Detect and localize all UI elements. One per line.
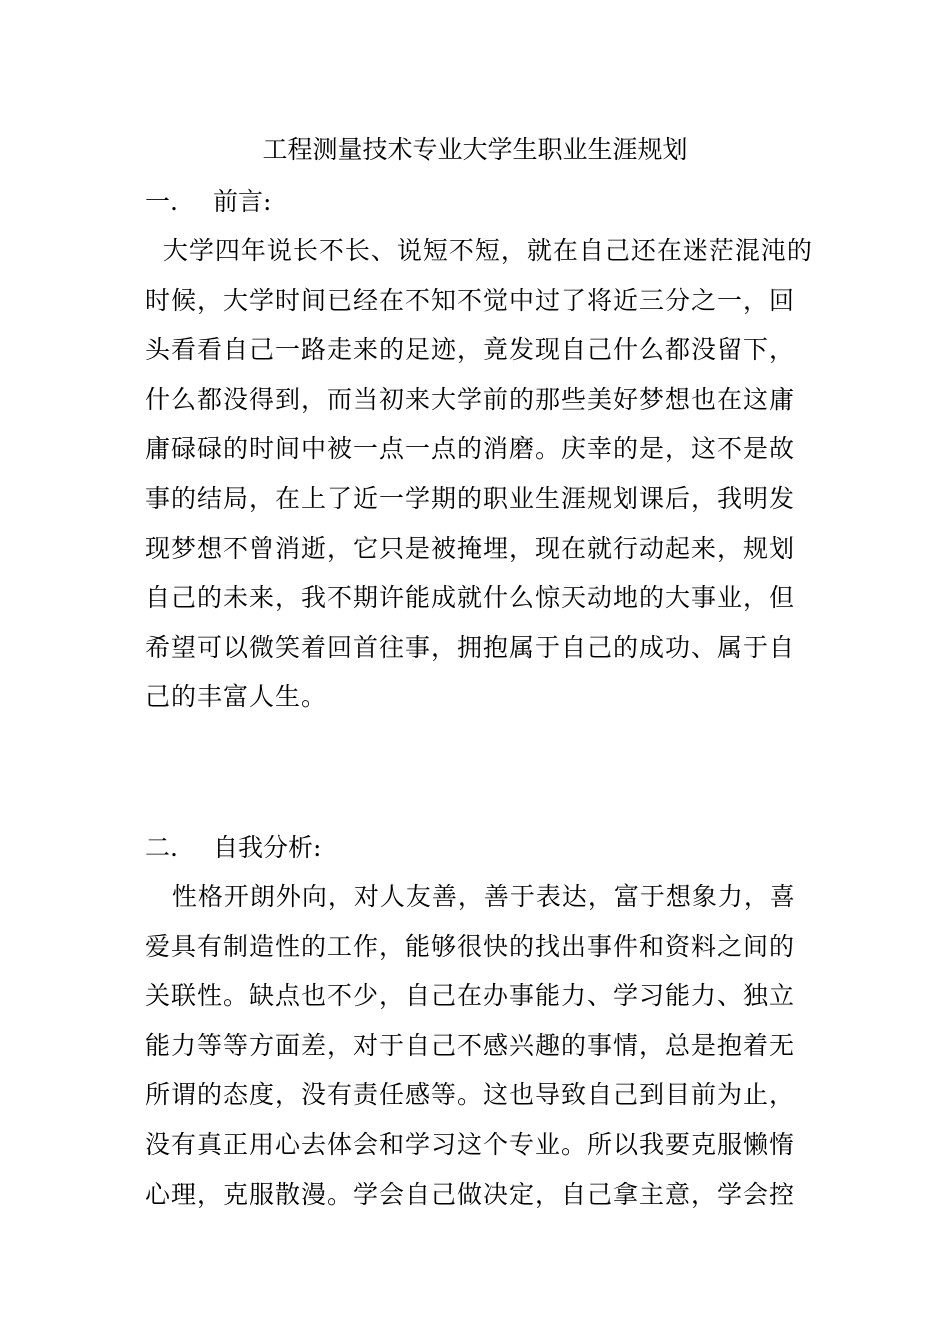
paragraph-line: 没有真正用心去体会和学习这个专业。所以我要克服懒惰 (145, 1129, 796, 1159)
self-analysis-paragraph (145, 872, 807, 1219)
section-number: 一. (145, 187, 178, 216)
paragraph-line: 头看看自己一路走来的足迹，竟发现自己什么都没留下， (145, 335, 796, 365)
paragraph-line: 关联性。缺点也不少，自己在办事能力、学习能力、独立 (145, 981, 796, 1011)
paragraph-line: 心理，克服散漫。学会自己做决定，自己拿主意，学会控 (145, 1179, 796, 1209)
paragraph-line: 己的丰富人生。 (145, 682, 328, 712)
paragraph-line: 事的结局，在上了近一学期的职业生涯规划课后，我明发 (145, 483, 796, 513)
section-heading-preface (145, 180, 271, 224)
section-heading-self-analysis (145, 826, 321, 870)
paragraph-line: 所谓的态度，没有责任感等。这也导致自己到目前为止， (145, 1080, 796, 1110)
paragraph-line: 自己的未来，我不期许能成就什么惊天动地的大事业，但 (145, 583, 796, 613)
section-heading-text: 自我分析: (213, 833, 322, 862)
section-heading-text: 前言: (213, 187, 272, 216)
document-title: 工程测量技术专业大学生职业生涯规划 (262, 135, 688, 164)
paragraph-line: 现梦想不曾消逝，它只是被掩埋，现在就行动起来，规划 (145, 533, 796, 563)
preface-paragraph (145, 226, 813, 722)
paragraph-line: 爱具有制造性的工作，能够很快的找出事件和资料之间的 (145, 931, 796, 961)
paragraph-line: 性格开朗外向，对人友善，善于表达，富于想象力，喜 (145, 882, 796, 911)
paragraph-line: 大学四年说长不长、说短不短，就在自己还在迷茫混沌的 (145, 236, 813, 265)
paragraph-line: 希望可以微笑着回首往事，拥抱属于自己的成功、属于自 (145, 632, 796, 662)
paragraph-line: 时候，大学时间已经在不知不觉中过了将近三分之一，回 (145, 285, 796, 315)
paragraph-line: 能力等等方面差，对于自己不感兴趣的事情，总是抱着无 (145, 1030, 796, 1060)
paragraph-line: 什么都没得到，而当初来大学前的那些美好梦想也在这庸 (145, 384, 796, 414)
section-number: 二. (145, 833, 178, 862)
paragraph-line: 庸碌碌的时间中被一点一点的消磨。庆幸的是，这不是故 (145, 434, 796, 464)
